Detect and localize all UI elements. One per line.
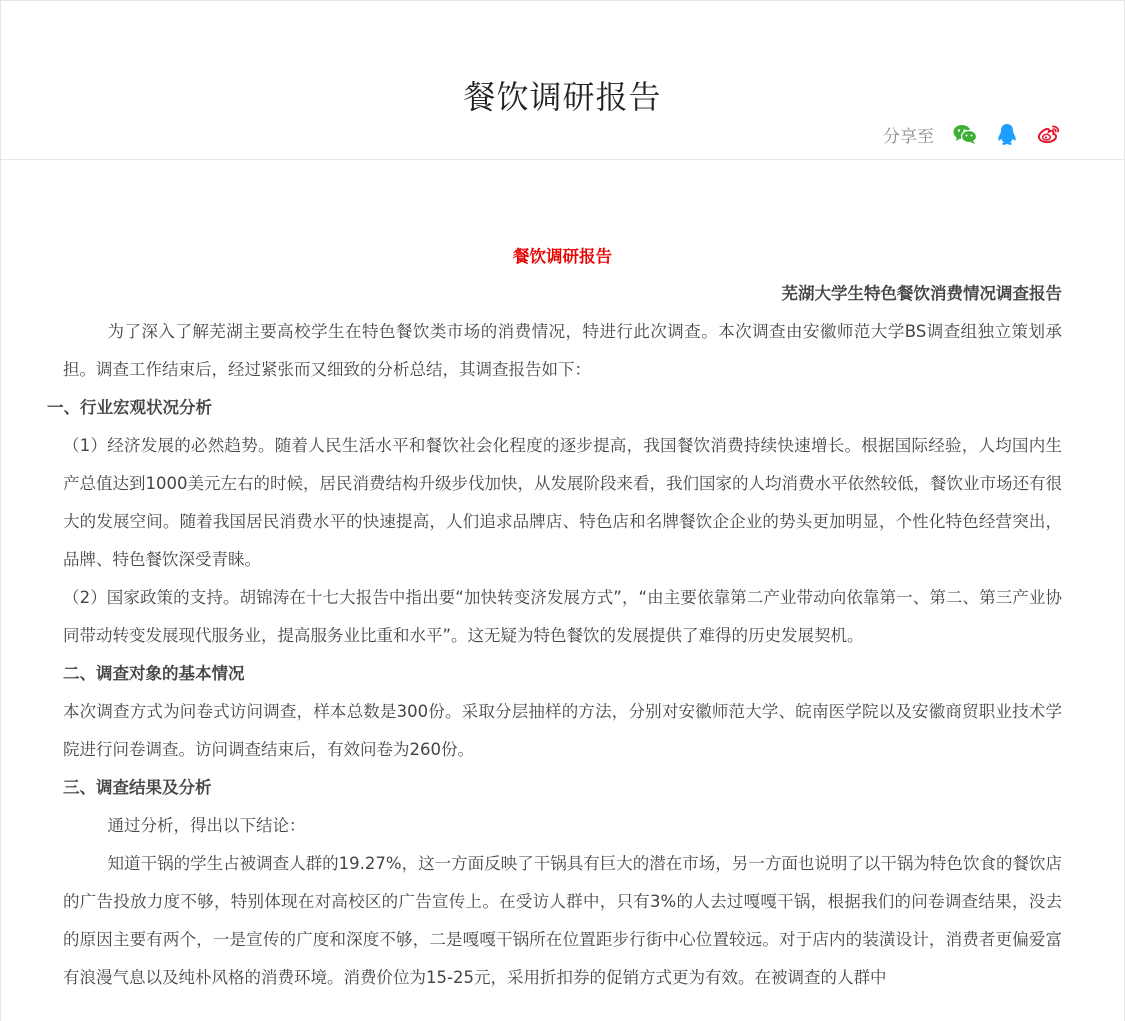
- wechat-icon[interactable]: [952, 121, 978, 147]
- intro-paragraph: 为了深入了解芜湖主要高校学生在特色餐饮类市场的消费情况，特进行此次调查。本次调查由安徽师范大学BS调查组独立策划承担。调查工作结束后，经过紧张而又细致的分析总结，其调查报告如下：: [63, 322, 1062, 379]
- share-label: 分享至: [883, 126, 934, 147]
- qq-icon[interactable]: [994, 121, 1020, 147]
- page-title: 餐饮调研报告: [463, 78, 662, 117]
- paragraph: 本次调查方式为问卷式访问调查，样本总数是300份。采取分层抽样的方法，分别对安徽师范大学、皖南医学院以及安徽商贸职业技术学院进行问卷调查。访问调查结束后，有效问卷为260份。: [63, 702, 1062, 759]
- paragraph: （1）经济发展的必然趋势。随着人民生活水平和餐饮社会化程度的逐步提高，我国餐饮消费持续快速增长。根据国际经验，人均国内生产总值达到1000美元左右的时候，居民消费结构升级步伐加快，从发展阶段来看，我们国家的人均消费水平依然较低，餐饮业市场还有很大的发展空间。随着我国居民消费水平的快速提高，人们追求品牌店、特色店和名牌餐饮企企业的势头更加明显，个性化特色经营突出，品牌、特色餐饮深受青睐。: [63, 436, 1062, 569]
- section-heading: 一、行业宏观状况分析: [47, 398, 212, 417]
- paragraph: 知道干锅的学生占被调查人群的19.27%，这一方面反映了干锅具有巨大的潜在市场，另一方面也说明了以干锅为特色饮食的餐饮店的广告投放力度不够，特别体现在对高校区的广告宣传上。在受访人群中，只有3%的人去过嘎嘎干锅，根据我们的问卷调查结果，没去的原因主要有两个，一是宣传的广度和深度不够，二是嘎嘎干锅所在位置距步行街中心位置较远。对于店内的装潢设计，消费者更偏爱富有浪漫气息以及纯朴风格的消费环境。消费价位为15-25元，采用折扣券的促销方式更为有效。在被调查的人群中: [63, 854, 1062, 987]
- document-title: 餐饮调研报告: [513, 247, 612, 266]
- section-heading: 三、调查结果及分析: [63, 778, 212, 797]
- document-subtitle: 芜湖大学生特色餐饮消费情况调查报告: [781, 284, 1062, 303]
- paragraph: （2）国家政策的支持。胡锦涛在十七大报告中指出要“加快转变济发展方式”，“由主要依靠第二产业带动向依靠第一、第二、第三产业协同带动转变发展现代服务业，提高服务业比重和水平”。这无疑为特色餐饮的发展提供了难得的历史发展契机。: [63, 588, 1062, 645]
- section-heading: 二、调查对象的基本情况: [63, 664, 245, 683]
- article-header: [1, 1, 1124, 160]
- paragraph: 通过分析，得出以下结论：: [107, 816, 306, 835]
- article-body: [47, 239, 1062, 997]
- weibo-icon[interactable]: [1036, 121, 1062, 147]
- share-bar: [883, 121, 1062, 147]
